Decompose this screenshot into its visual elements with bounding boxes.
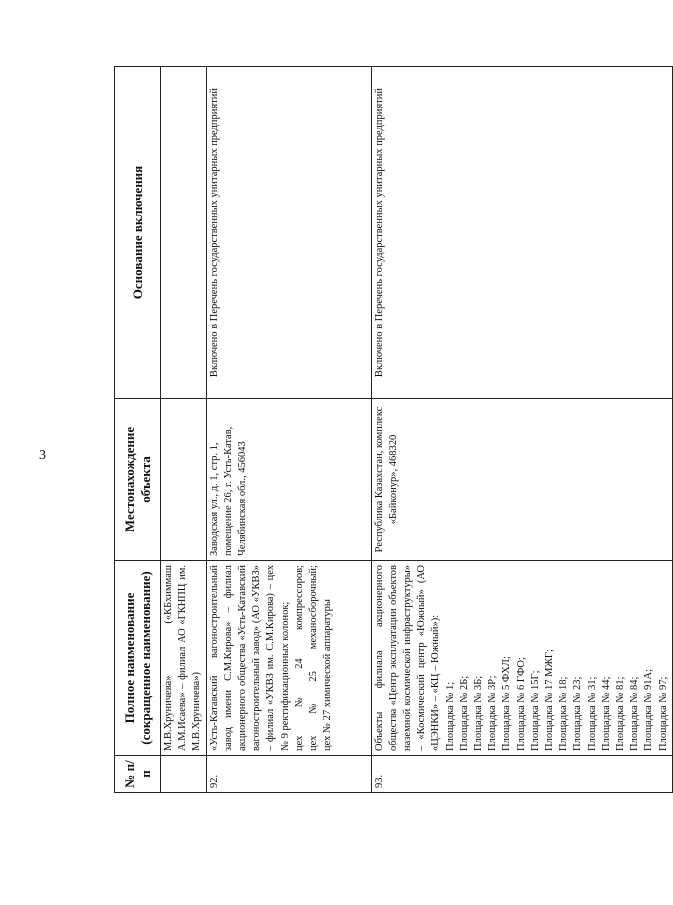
site-item: Площадка № 97; [657,676,669,751]
table-header-row [115,67,161,793]
cell-num [161,756,207,793]
site-item: Площадка № 6 ГФО; [515,657,527,751]
header-num: № п/п [115,756,161,793]
cell-name: М.В.Хруничева» («КБхиммаш А.М.Исаева» – филиал АО «ГКНПЦ им. М.В.Хруничева») [161,561,207,756]
tseh-num-sign: № [293,697,305,708]
site-item: Площадка № 2Б; [458,675,470,751]
site-item: Площадка № 23; [572,676,584,751]
header-name: Полное наименование (сокращенное наименование) [115,561,161,756]
table-row-93 [371,67,672,793]
cell-name [371,561,672,756]
page-number: 3 [39,448,46,463]
site-item: Площадка № 3Р; [487,675,499,751]
cell-location: Заводская ул., д. 1, стр. 1, помещение 26, г. Усть-Катав, Челябинская обл., 456043 [206,399,371,561]
cell-basis: Включено в Перечень государственных унитарных предприятий [206,67,371,399]
tseh-title: механосборочный; [308,565,320,650]
cell-name [206,561,371,756]
cell-num: 93. [371,756,672,793]
tseh-line-1 [293,565,307,751]
tseh-number: 25 [308,671,320,682]
rotated-table-wrapper [114,67,669,793]
tseh-word: цех [293,735,305,751]
tseh-word: цех [308,735,320,751]
table-row-92 [206,67,371,793]
cell-location: Республика Казахстан, комплекс «Байконур», 468320 [371,399,672,561]
cell-basis: Включено в Перечень государственных унитарных предприятий [371,67,672,399]
table-row-continuation [161,67,207,793]
tseh-line-2 [307,565,321,751]
site-item: Площадка № 17 МЖГ; [544,649,556,751]
tseh-number: 24 [293,658,305,669]
name-main: «Усть-Катавский вагоностроительный завод имени С.М.Кирова» – филиал акционерного общества «Усть-Катавский вагоностроительный завод» (АО «УКВЗ» – филиал «УКВЗ им. С.М.Кирова) – цех № 9 ректификационных колонок; [208,565,291,751]
site-item: Площадка № 44; [600,676,612,751]
site-item: Площадка № 31; [586,676,598,751]
site-item: Площадка № 18; [558,676,570,751]
header-location: Местонахождение объекта [115,399,161,561]
tseh-num-sign: № [308,703,320,714]
name-main: Объекты филиала акционерного общества «Центр эксплуатации объектов наземной космической инфраструктуры» – «Космический центр «Южный» (АО «ЦЭНКИ» – «КЦ – Южный»): [373,565,442,751]
tseh-line-3: цех № 27 химической аппаратуры [322,599,334,751]
header-basis: Основание включения [115,67,161,399]
site-item: Площадка № 15Г; [529,670,541,751]
cell-num: 92. [206,756,371,793]
site-item: Площадка № 84; [629,676,641,751]
site-item: Площадка № 5 ФХЛ; [501,656,513,751]
tseh-title: компрессоров; [293,565,305,631]
site-item: Площадка № 91А; [643,668,655,751]
site-item: Площадка № 1; [444,681,456,751]
cell-location [161,399,207,561]
objects-table [114,66,673,793]
site-item: Площадка № 81; [615,676,627,751]
site-item: Площадка № 3Б; [473,675,485,751]
cell-basis [161,67,207,399]
